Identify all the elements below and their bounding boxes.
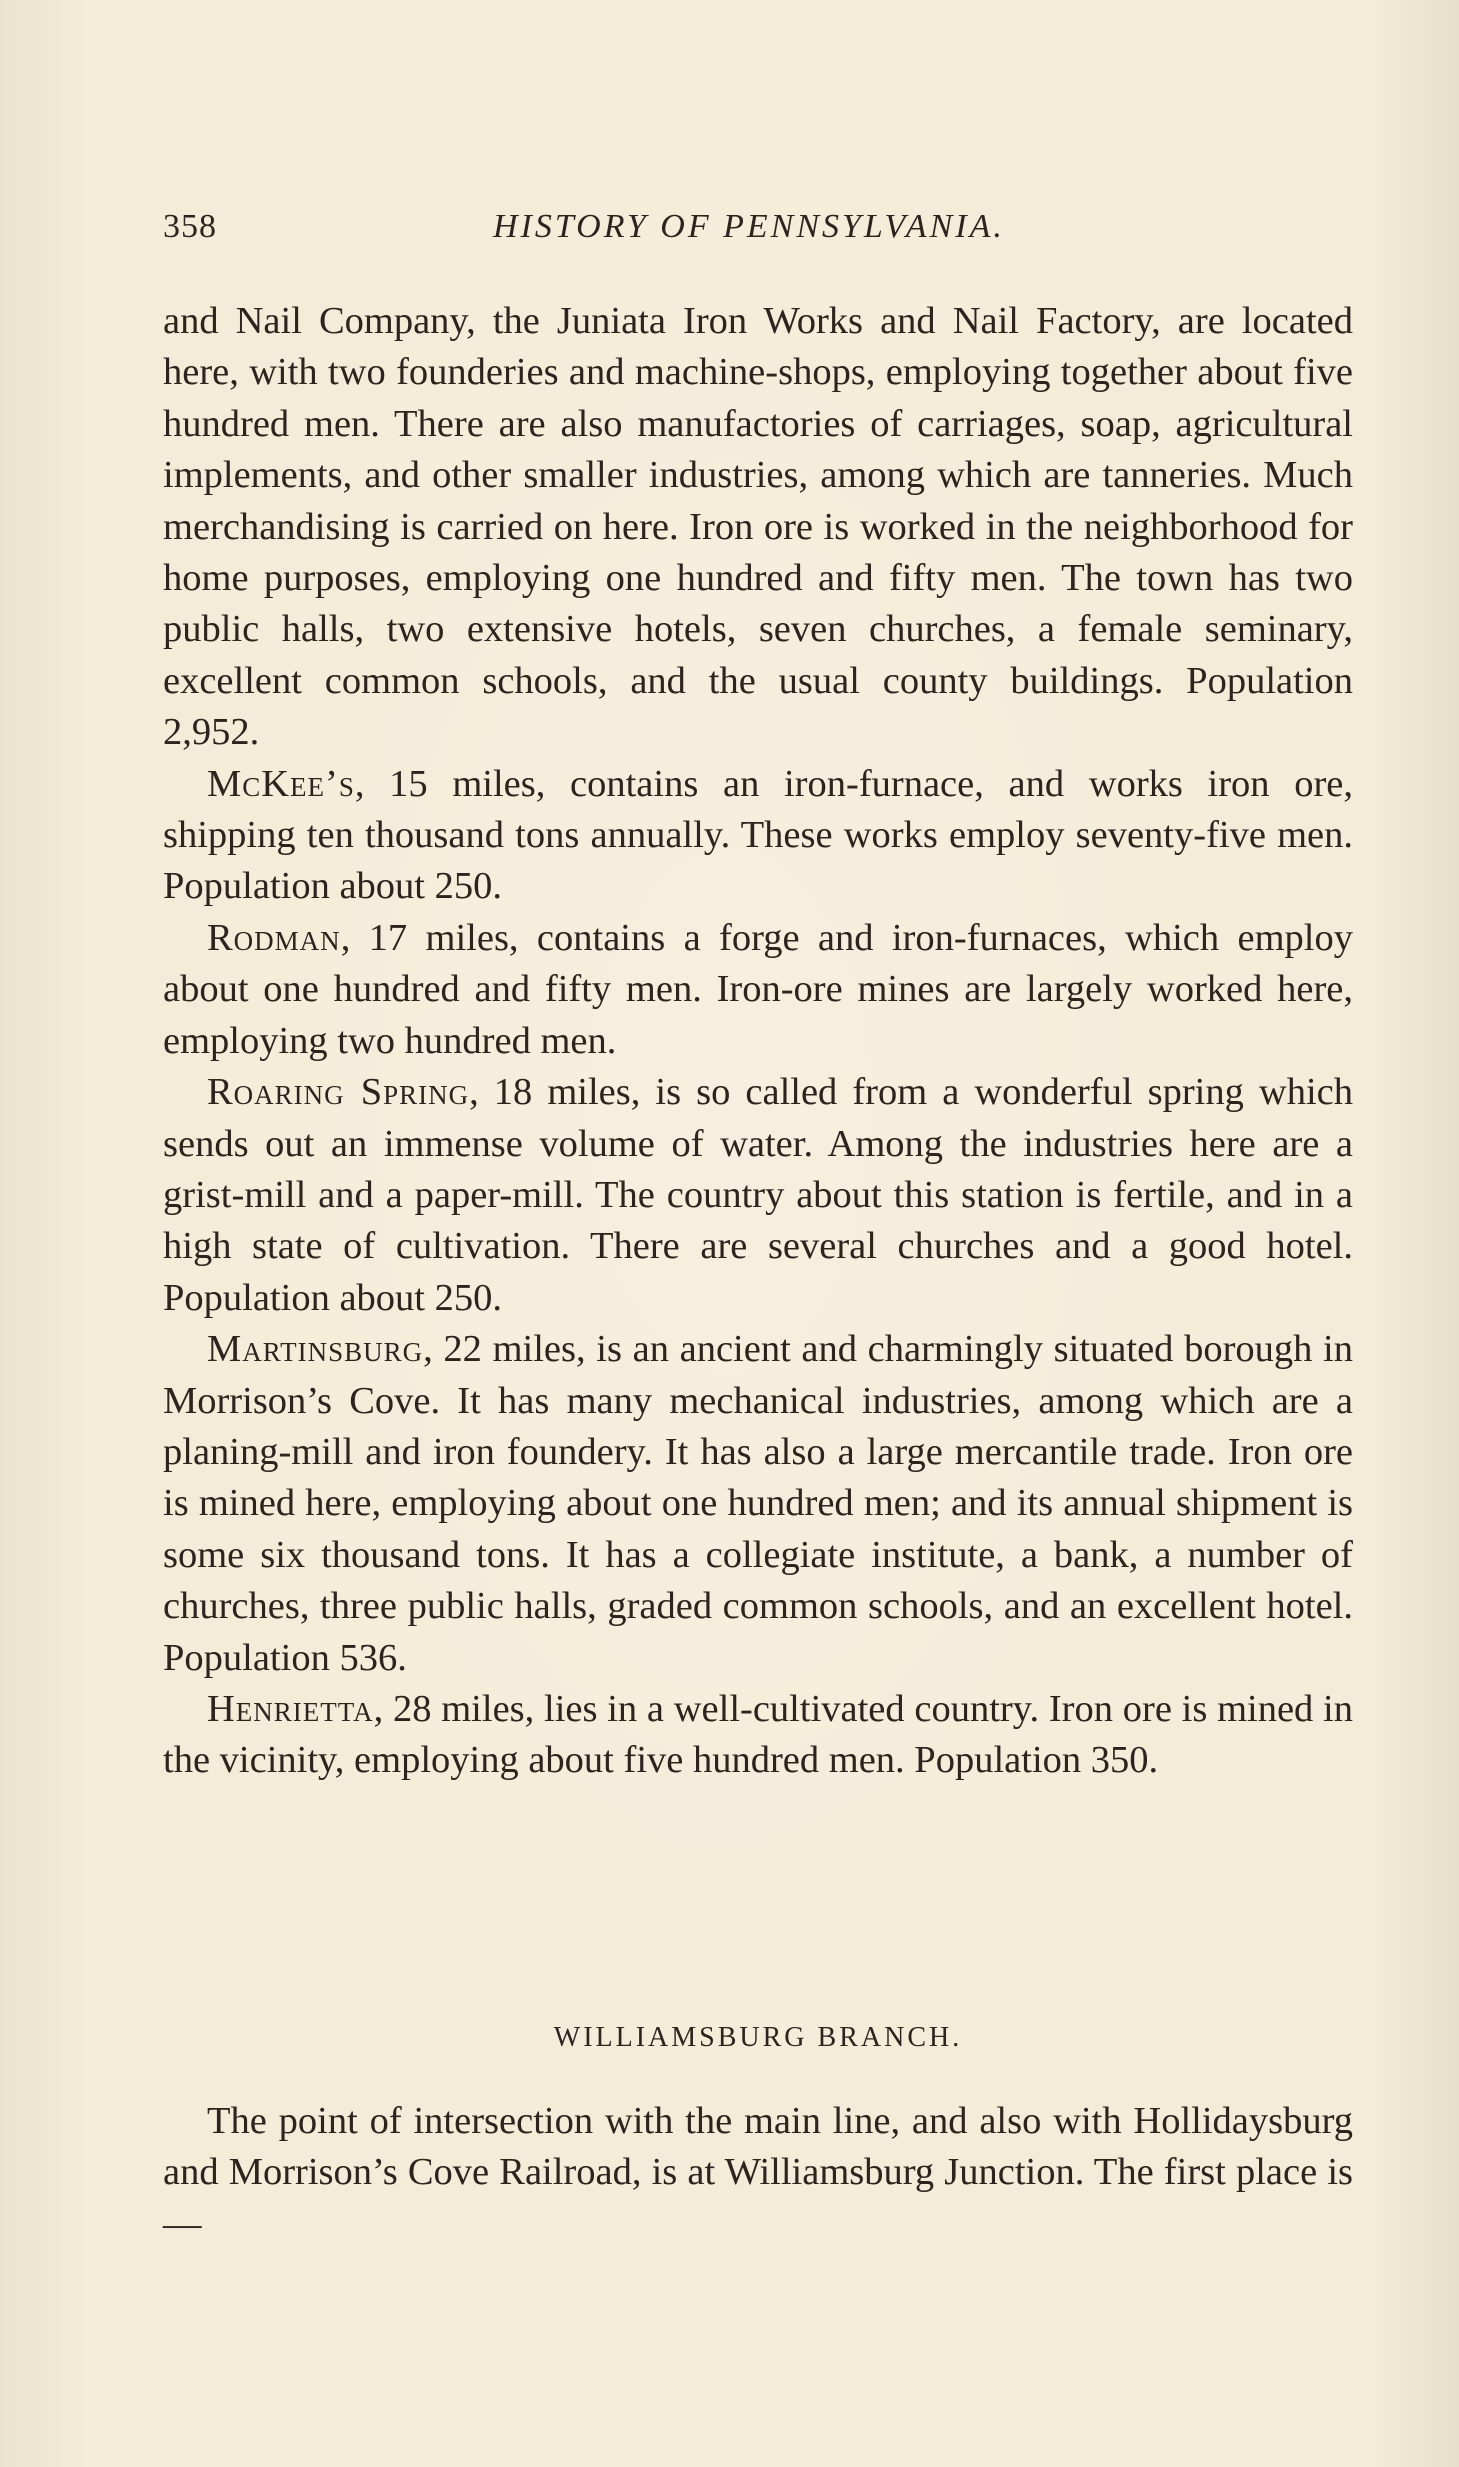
entry-mckees — [163, 759, 1353, 913]
place-name-mckees: McKee’s — [207, 762, 355, 805]
entry-text-roaring-spring: , 18 miles, is so called from a wonderful spring which sends out an immense volume of water. Among the industries here are a grist-mill and a paper-mill. The country about this station is fertile, and in a high state of cultivation. There are several churches and a good hotel. Population about 250. — [163, 1071, 1353, 1319]
section-text — [163, 2096, 1353, 2250]
place-name-martinsburg: Martinsburg — [207, 1328, 424, 1371]
running-title: HISTORY OF PENNSYLVANIA. — [493, 208, 1005, 245]
continued-paragraph: and Nail Company, the Juniata Iron Works and Nail Factory, are located here, with two founderies and machine-shops, employing together about five hundred men. There are also manufactories of carriages, soap, agricultural implements, and other smaller industries, among which are tanneries. Much merchandising is carried on here. Iron ore is worked in the neighborhood for home purposes, employing one hundred and fifty men. The town has two public halls, two extensive hotels, seven churches, a female seminary, excellent common schools, and the usual county buildings. Population 2,952. — [163, 300, 1353, 754]
page-header — [163, 208, 1353, 264]
section-paragraph: The point of intersection with the main line, and also with Hollidaysburg and Morrison’s Cove Railroad, is at Williamsburg Junction. The first place is — — [163, 2100, 1353, 2245]
entry-text-martinsburg: , 22 miles, is an ancient and charmingly situated borough in Morrison’s Cove. It has many mechanical industries, among which are a planing-mill and iron foundery. It has also a large mercantile trade. Iron ore is mined here, employing about one hundred men; and its annual shipment is some six thousand tons. It has a collegiate institute, a bank, a number of churches, three public halls, graded common schools, and an excellent hotel. Population 536. — [163, 1328, 1353, 1679]
entry-text-mckees: , 15 miles, contains an iron-furnace, and works iron ore, shipping ten thousand tons annually. These works employ seventy-five men. Population about 250. — [163, 762, 1353, 908]
place-name-rodman: Rodman — [207, 916, 341, 959]
entry-martinsburg — [163, 1324, 1353, 1684]
page-number: 358 — [163, 208, 217, 245]
section-heading: WILLIAMSBURG BRANCH. — [553, 2022, 963, 2053]
entry-text-henrietta: , 28 miles, lies in a well-cultivated country. Iron ore is mined in the vicinity, employing about five hundred men. Population 350. — [163, 1687, 1353, 1782]
entry-rodman — [163, 913, 1353, 1067]
entry-henrietta — [163, 1684, 1353, 1787]
place-name-roaring-spring: Roaring Spring — [207, 1071, 470, 1114]
place-name-henrietta: Henrietta — [207, 1687, 374, 1730]
main-text — [163, 296, 1353, 1787]
entry-roaring-spring — [163, 1067, 1353, 1324]
entry-text-rodman: , 17 miles, contains a forge and iron-furnaces, which employ about one hundred and fifty men. Iron-ore mines are largely worked here, employing two hundred men. — [163, 916, 1353, 1062]
